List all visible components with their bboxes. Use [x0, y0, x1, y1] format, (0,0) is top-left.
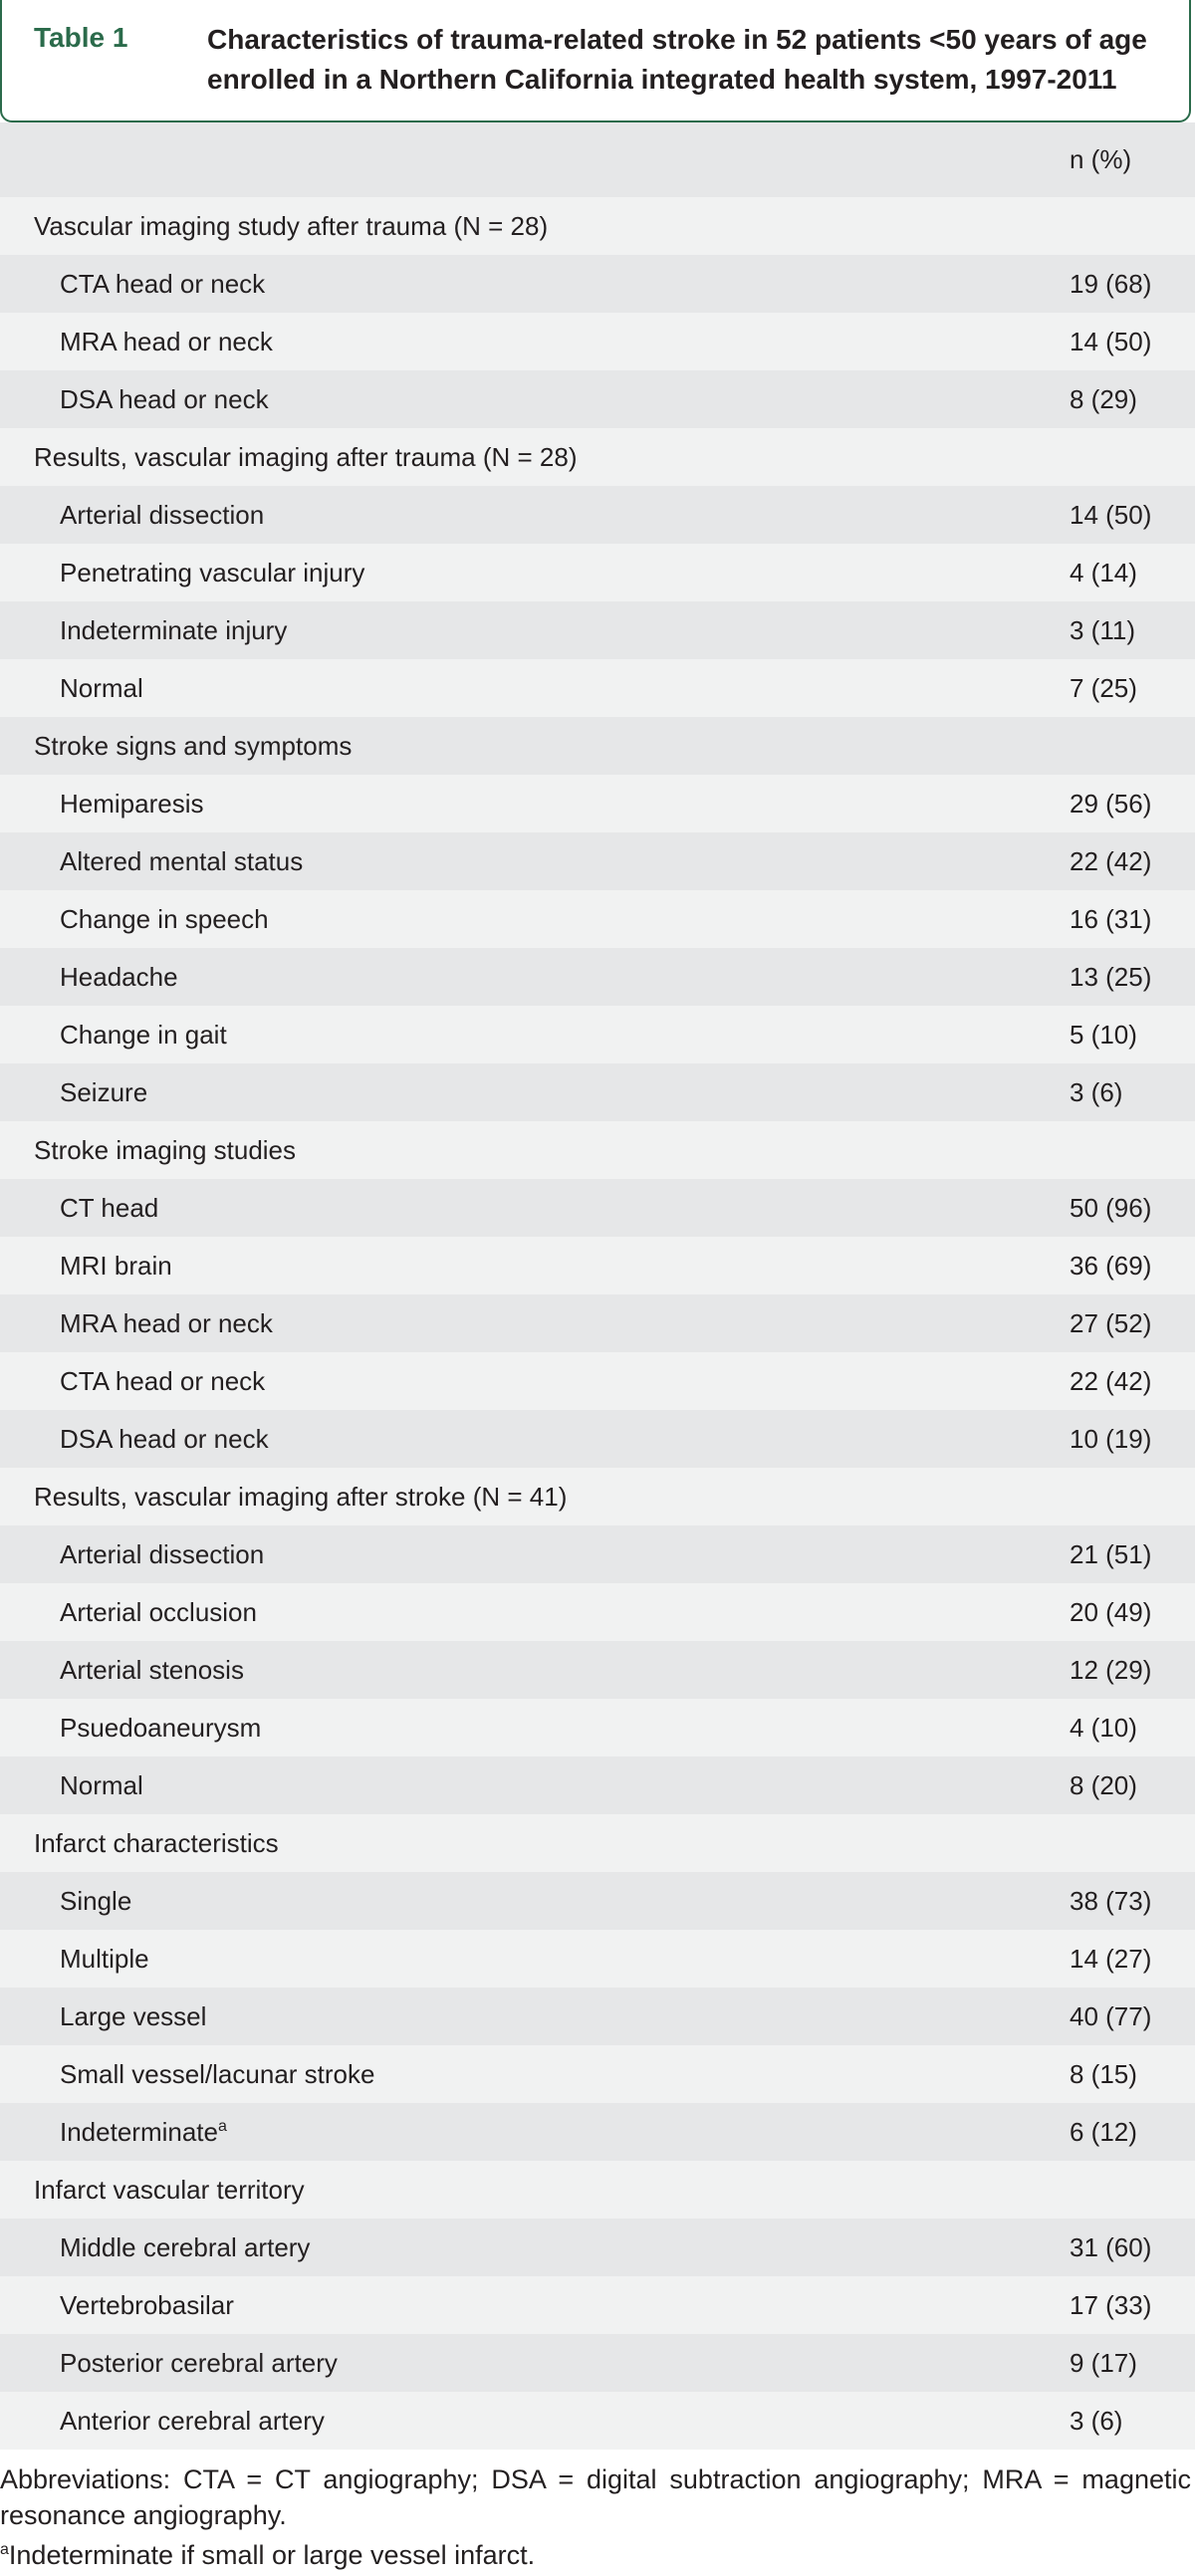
row-label [60, 1988, 206, 2045]
table-row [0, 1410, 1195, 1468]
row-label [60, 370, 269, 428]
row-label-text: CTA head or neck [60, 269, 266, 299]
row-label-text: MRA head or neck [60, 1308, 273, 1338]
row-value: 6 (12) [1070, 2117, 1137, 2147]
table-row [0, 832, 1195, 890]
footnote-text: Indeterminate if small or large vessel infarct. [8, 2540, 536, 2570]
column-header-row [0, 122, 1195, 197]
table-row [0, 1352, 1195, 1410]
row-label [60, 601, 287, 659]
row-value: 14 (27) [1070, 1944, 1152, 1974]
row-label [60, 659, 143, 717]
row-label [60, 1930, 149, 1988]
section-header-row [0, 717, 1195, 775]
row-label-text: Anterior cerebral artery [60, 2406, 325, 2436]
row-label-text: DSA head or neck [60, 1424, 269, 1454]
row-label [60, 1699, 261, 1756]
section-label [34, 2161, 305, 2219]
section-label [34, 1814, 279, 1872]
row-value: 8 (29) [1070, 384, 1137, 414]
table-footnotes [0, 2461, 1191, 2573]
row-label [60, 1063, 147, 1121]
row-label-text: Normal [60, 673, 143, 703]
table-row [0, 1063, 1195, 1121]
row-label-text: Altered mental status [60, 846, 304, 876]
table-row [0, 1525, 1195, 1583]
row-value: 16 (31) [1070, 904, 1152, 934]
footnote-a [0, 2537, 1191, 2573]
table-row [0, 1699, 1195, 1756]
row-label-text: Seizure [60, 1077, 148, 1107]
row-label [60, 1525, 264, 1583]
row-label-text: Results, vascular imaging after trauma (N = 28) [34, 442, 578, 472]
row-value: 4 (10) [1070, 1713, 1137, 1743]
row-value: 20 (49) [1070, 1597, 1152, 1627]
table-header [0, 0, 1191, 122]
table-row [0, 1237, 1195, 1294]
row-value: 19 (68) [1070, 269, 1152, 299]
row-value: 3 (6) [1070, 1077, 1123, 1107]
row-label-text: Arterial stenosis [60, 1655, 244, 1685]
row-label-text: Headache [60, 962, 178, 992]
row-value: 14 (50) [1070, 500, 1152, 530]
section-label [34, 1121, 296, 1179]
row-label [60, 1237, 172, 1294]
row-label [60, 1583, 257, 1641]
table-label: Table 1 [34, 22, 128, 53]
row-value: 8 (15) [1070, 2059, 1137, 2089]
row-label [60, 2276, 234, 2334]
table-row [0, 1006, 1195, 1063]
table-row [0, 601, 1195, 659]
table-body [0, 122, 1195, 2450]
row-label [60, 948, 178, 1006]
row-value: 21 (51) [1070, 1539, 1152, 1569]
section-header-row [0, 197, 1195, 255]
row-label-text: Change in speech [60, 904, 269, 934]
section-label [34, 197, 548, 255]
row-label-text: Stroke imaging studies [34, 1135, 297, 1165]
row-label-text: Single [60, 1886, 132, 1916]
row-label [60, 1179, 158, 1237]
row-value: 3 (6) [1070, 2406, 1123, 2436]
section-label [34, 717, 352, 775]
row-value: 3 (11) [1070, 615, 1135, 645]
row-label-text: Results, vascular imaging after stroke (N = 41) [34, 1482, 568, 1512]
row-value: 7 (25) [1070, 673, 1137, 703]
row-value: 4 (14) [1070, 558, 1137, 587]
row-label-text: Arterial dissection [60, 1539, 265, 1569]
row-value: 40 (77) [1070, 2001, 1152, 2031]
section-header-row [0, 2161, 1195, 2219]
column-header-n-percent: n (%) [1070, 144, 1132, 174]
row-label [60, 486, 264, 544]
row-label-text: Vertebrobasilar [60, 2290, 234, 2320]
section-header-row [0, 1468, 1195, 1525]
row-label-text: Arterial occlusion [60, 1597, 257, 1627]
section-header-row [0, 1121, 1195, 1179]
row-value: 14 (50) [1070, 327, 1152, 356]
table-row [0, 2392, 1195, 2450]
row-label-text: Psuedoaneurysm [60, 1713, 262, 1743]
table-row [0, 2219, 1195, 2276]
row-value: 12 (29) [1070, 1655, 1152, 1685]
row-label [60, 775, 204, 832]
table-row [0, 1294, 1195, 1352]
row-value: 27 (52) [1070, 1308, 1152, 1338]
row-value: 29 (56) [1070, 789, 1152, 819]
row-label-text: Hemiparesis [60, 789, 204, 819]
row-label [60, 1006, 227, 1063]
row-value: 50 (96) [1070, 1193, 1152, 1223]
row-value: 22 (42) [1070, 846, 1152, 876]
section-header-row [0, 1814, 1195, 1872]
row-value: 31 (60) [1070, 2232, 1152, 2262]
row-label [60, 2045, 374, 2103]
row-label [60, 544, 364, 601]
row-value: 9 (17) [1070, 2348, 1137, 2378]
row-label-text: MRA head or neck [60, 327, 273, 356]
row-label-text: Infarct characteristics [34, 1828, 279, 1858]
row-label [60, 1756, 143, 1814]
row-label [60, 890, 269, 948]
section-header-row [0, 428, 1195, 486]
row-label [60, 832, 303, 890]
row-value: 10 (19) [1070, 1424, 1152, 1454]
row-value: 36 (69) [1070, 1251, 1152, 1281]
row-label-text: Stroke signs and symptoms [34, 731, 353, 761]
row-value: 13 (25) [1070, 962, 1152, 992]
row-label [60, 2334, 338, 2392]
section-label [34, 1468, 567, 1525]
table-row [0, 948, 1195, 1006]
row-label-text: Arterial dissection [60, 500, 265, 530]
row-label [60, 2392, 325, 2450]
row-label-text: Penetrating vascular injury [60, 558, 365, 587]
row-label [60, 1410, 269, 1468]
row-label-text: Posterior cerebral artery [60, 2348, 338, 2378]
table-row [0, 1756, 1195, 1814]
row-value: 5 (10) [1070, 1020, 1137, 1050]
row-value: 38 (73) [1070, 1886, 1152, 1916]
row-label [60, 1352, 265, 1410]
table-row [0, 486, 1195, 544]
table-row [0, 2334, 1195, 2392]
row-label-text: MRI brain [60, 1251, 172, 1281]
row-label [60, 313, 273, 370]
abbreviations-note: Abbreviations: CTA = CT angiography; DSA = digital subtraction angiography; MRA = magnetic resonance angiography. [0, 2464, 1191, 2530]
table-row [0, 313, 1195, 370]
row-label [60, 1641, 244, 1699]
row-label-text: Multiple [60, 1944, 149, 1974]
table-row [0, 1583, 1195, 1641]
footnote-marker: a [217, 2118, 227, 2135]
table-row [0, 2045, 1195, 2103]
row-label-text: Change in gait [60, 1020, 227, 1050]
row-label-text: CT head [60, 1193, 159, 1223]
table-row [0, 1872, 1195, 1930]
row-label-text: Vascular imaging study after trauma (N = 28) [34, 211, 549, 241]
row-label-text: Infarct vascular territory [34, 2175, 305, 2205]
row-label-text: CTA head or neck [60, 1366, 266, 1396]
table-row [0, 890, 1195, 948]
table-row [0, 544, 1195, 601]
row-label-text: Large vessel [60, 2001, 207, 2031]
table-row [0, 1988, 1195, 2045]
table-row [0, 1641, 1195, 1699]
table-row [0, 255, 1195, 313]
row-label-text: Indeterminate [60, 2117, 218, 2147]
row-value: 22 (42) [1070, 1366, 1152, 1396]
row-value: 17 (33) [1070, 2290, 1152, 2320]
table-row [0, 2103, 1195, 2161]
table-row [0, 370, 1195, 428]
footnote-marker: a [0, 2541, 9, 2558]
table-row [0, 2276, 1195, 2334]
row-label-text: Middle cerebral artery [60, 2232, 311, 2262]
row-label-text: DSA head or neck [60, 384, 269, 414]
row-label [60, 1294, 273, 1352]
row-label [60, 2219, 310, 2276]
table-row [0, 775, 1195, 832]
table-row [0, 1179, 1195, 1237]
table-title: Characteristics of trauma-related stroke in 52 patients <50 years of age enrolled in a Northern California integrated health system, 1997-2011 [207, 24, 1147, 95]
row-value: 8 (20) [1070, 1770, 1137, 1800]
row-label-text: Normal [60, 1770, 143, 1800]
row-label [60, 255, 265, 313]
row-label-text: Indeterminate injury [60, 615, 288, 645]
table-row [0, 1930, 1195, 1988]
row-label [60, 2103, 227, 2161]
section-label [34, 428, 578, 486]
table-row [0, 659, 1195, 717]
row-label-text: Small vessel/lacunar stroke [60, 2059, 375, 2089]
row-label [60, 1872, 131, 1930]
